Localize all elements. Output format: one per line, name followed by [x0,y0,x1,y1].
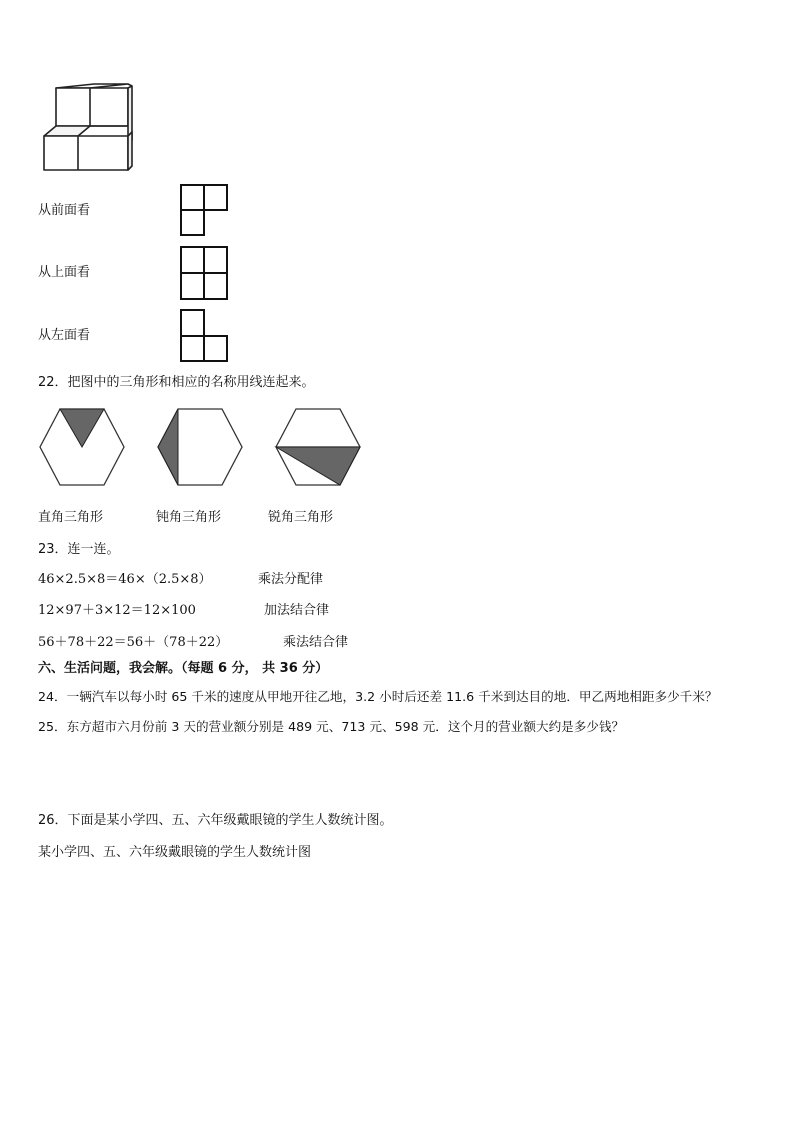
q25-text: 25．东方超市六月份前 3 天的营业额分别是 489 元、713 元、598 元．这个月的营业额大约是多少钱？ [38,719,625,734]
section-6-title: 六、生活问题，我会解。（每题 6 分， 共 36 分） [38,661,329,676]
cube-stack-figure [38,80,138,180]
top-view-grid [180,246,230,300]
q22-prompt: 22．把图中的三角形和相应的名称用线连起来。 [38,375,315,390]
name-right-triangle: 直角三角形 [38,510,104,525]
hexagon-acute-triangle [274,405,364,489]
q24-text: 24．一辆汽车以每小时 65 千米的速度从甲地开往乙地，3.2 小时后还差 11.6 千米到达目的地．甲乙两地相距多少千米？ [38,689,718,704]
front-view-label: 从前面看 [38,203,91,218]
name-acute-triangle: 锐角三角形 [268,510,334,525]
q23-expression-3: 56＋78＋22＝56＋（78＋22） [38,635,229,650]
hexagon-obtuse-triangle [156,405,246,489]
q23-law-3: 乘法结合律 [283,635,349,650]
top-view-label: 从上面看 [38,265,91,280]
q23-law-2: 加法结合律 [264,603,330,618]
q23-expression-1: 46×2.5×8＝46×（2.5×8） [38,572,212,587]
front-view-grid [180,184,230,236]
q23-prompt: 23．连一连。 [38,542,120,557]
name-obtuse-triangle: 钝角三角形 [156,510,222,525]
q23-law-1: 乘法分配律 [258,572,324,587]
q23-expression-2: 12×97＋3×12＝12×100 [38,603,196,618]
left-view-grid [180,309,230,363]
q26-text: 26．下面是某小学四、五、六年级戴眼镜的学生人数统计图。 [38,813,393,828]
q26-chart-title: 某小学四、五、六年级戴眼镜的学生人数统计图 [38,845,312,860]
left-view-label: 从左面看 [38,328,91,343]
hexagon-right-triangle [38,405,128,489]
